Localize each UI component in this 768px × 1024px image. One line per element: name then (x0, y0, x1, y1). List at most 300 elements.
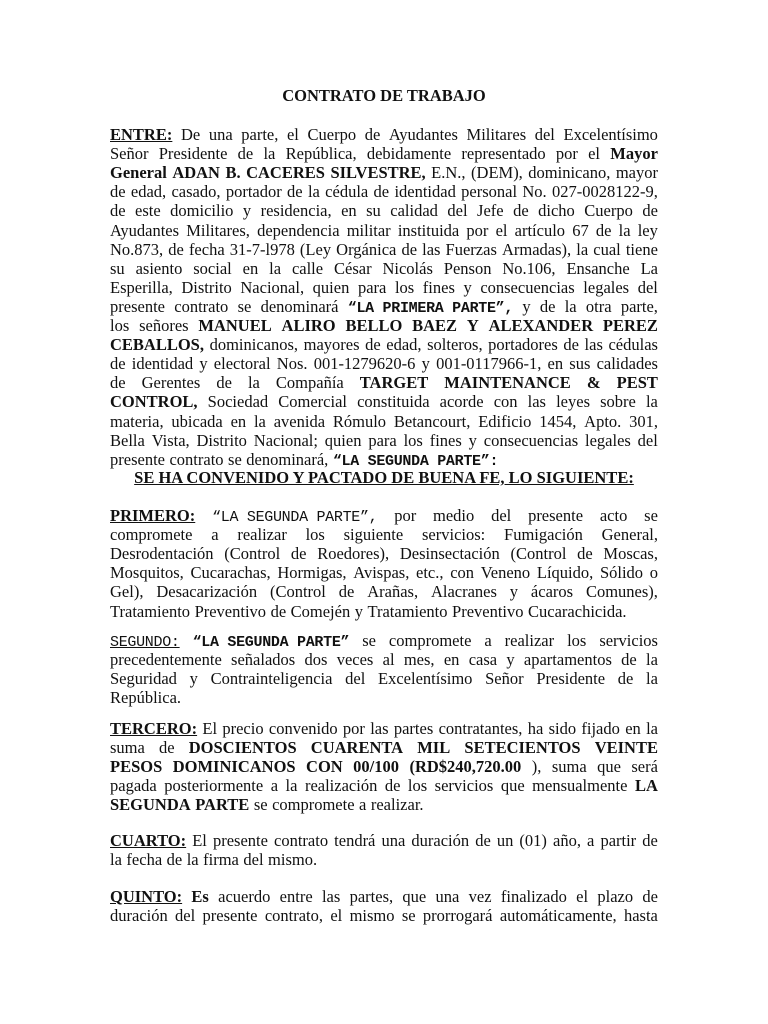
word: Arañas, (367, 582, 419, 602)
word: hasta (623, 906, 658, 926)
word: Líquido, (536, 563, 594, 583)
word: ALEXANDER (488, 316, 594, 335)
word: Tratamiento (367, 601, 448, 621)
word: General (110, 163, 167, 183)
word: mayor (615, 163, 658, 183)
word: Comercial (278, 392, 347, 412)
word: los (403, 430, 423, 450)
word: “LA PRIMERA PARTE”, (347, 299, 514, 317)
word: ha (527, 719, 544, 738)
word: ley (637, 220, 658, 240)
word: “LA SEGUNDA PARTE”: (332, 452, 499, 470)
word: de (159, 738, 175, 758)
text-line (110, 392, 658, 411)
word: contratantes, (438, 719, 523, 738)
word: de (168, 239, 184, 259)
word: Moscas, (603, 544, 658, 564)
text-line (110, 297, 658, 316)
text-line (110, 582, 658, 601)
word: 301, (629, 411, 658, 431)
word: finalizado (500, 887, 567, 906)
text-line (110, 650, 658, 669)
word: quien (324, 430, 362, 450)
word: Betancourt, (393, 411, 471, 431)
word: consecuencias (483, 430, 579, 450)
word: Fumigación (504, 525, 583, 545)
word: electoral (213, 354, 271, 374)
word: Distrito (196, 430, 247, 450)
word: Penson (443, 258, 492, 278)
word: Presidente (536, 669, 606, 689)
word: Jefe (477, 201, 504, 221)
word: Alacranes (430, 582, 497, 602)
word: y (189, 669, 198, 689)
word: en (625, 719, 641, 738)
word: Preventivo (452, 601, 524, 621)
word: Militares, (186, 220, 250, 240)
word: de (577, 544, 593, 564)
word: realización (304, 776, 378, 796)
word: (01) (519, 831, 547, 850)
word: de (475, 831, 491, 850)
word: los (305, 525, 325, 545)
text-line (110, 602, 658, 621)
word: a (211, 525, 219, 545)
word: la (247, 373, 260, 393)
word: César (334, 258, 372, 278)
word: dominicano, (528, 163, 611, 183)
word: social (193, 258, 232, 278)
word: se (253, 795, 268, 815)
word: artículo (514, 220, 566, 240)
word: otra (585, 296, 612, 316)
word: la (576, 239, 589, 259)
word: BAEZ (412, 316, 458, 335)
text-line (110, 506, 658, 525)
word: veces (336, 650, 374, 670)
word: entre (279, 887, 313, 906)
text-line (110, 850, 658, 869)
word: y (354, 601, 363, 621)
word: Cucarachicida. (528, 601, 627, 621)
word: los (567, 631, 587, 650)
word: (DEM), (471, 163, 523, 183)
word: dependencia (257, 220, 340, 240)
word: contrato (174, 296, 229, 316)
section-heading: SE HA CONVENIDO Y PACTADO DE BUENA FE, LO SIGUIENTE: (134, 468, 634, 487)
word: una (208, 125, 233, 144)
word: una (435, 887, 460, 906)
word: plazo (597, 887, 634, 906)
word: Bella (110, 430, 145, 450)
word: denominará (260, 296, 339, 316)
word: ALIRO (281, 316, 336, 335)
word: partes (393, 719, 434, 738)
word: pagada (110, 776, 157, 796)
text-line (110, 316, 658, 335)
word: Mayor (610, 144, 658, 164)
word: los (110, 316, 130, 335)
word: la (618, 220, 631, 240)
word: mensualmente (532, 776, 628, 796)
text-line (110, 201, 658, 220)
word: contrato (169, 449, 224, 469)
word: las (422, 239, 441, 259)
word: parte, (241, 125, 279, 144)
clause-label: TERCERO: (110, 719, 198, 738)
word: TARGET (359, 373, 429, 393)
word: 001-1279620-6 (313, 354, 416, 374)
word: el (330, 906, 343, 926)
word: Mosquitos, (110, 563, 184, 583)
word: que (500, 776, 525, 796)
word: SILVESTRE, (330, 163, 426, 183)
word: identidad (394, 182, 456, 202)
word: tiene (625, 239, 658, 259)
word: servicios: (422, 525, 486, 545)
word: Comején (290, 601, 351, 621)
word: dos (304, 650, 328, 670)
word: compromete (110, 525, 193, 545)
word: Seguridad (110, 669, 177, 689)
word: cédulas (608, 335, 658, 355)
word: Veneno (480, 563, 531, 583)
word: 31-7-l978 (229, 239, 295, 259)
word: (Control (269, 582, 326, 602)
document-title: CONTRATO DE TRABAJO (282, 86, 486, 105)
word: CON (306, 757, 343, 777)
text-line (110, 125, 658, 144)
word: a (484, 631, 492, 650)
word: acto (599, 506, 628, 525)
word: Sociedad (207, 392, 269, 412)
word: de (642, 887, 658, 906)
word: se (644, 506, 658, 525)
text-line (110, 831, 658, 850)
word: partes, (349, 887, 394, 906)
word: fecha (126, 850, 163, 870)
word: Nacional; (253, 430, 318, 450)
text-line (110, 163, 658, 182)
word: realizar (504, 631, 555, 650)
word: el (286, 125, 299, 144)
word: “LA SEGUNDA PARTE”, (212, 509, 378, 526)
word: de (365, 335, 381, 355)
word: se (401, 906, 416, 926)
word: DOMINICANOS (172, 757, 296, 777)
word: sus (569, 354, 591, 374)
word: cual (593, 239, 621, 259)
word: en (547, 354, 564, 374)
text-line (110, 757, 658, 776)
word: cédula (325, 182, 369, 202)
word: y (199, 354, 208, 374)
word: Orgánica (336, 239, 397, 259)
word: Gerentes (141, 373, 201, 393)
word: dicho (538, 201, 575, 221)
word: denominará, (246, 449, 329, 469)
word: BELLO (345, 316, 403, 335)
word: de (110, 182, 126, 202)
word: legales (585, 430, 631, 450)
word: “LA SEGUNDA PARTE” (192, 634, 350, 651)
word: portador (225, 182, 282, 202)
word: compromete (272, 795, 355, 815)
word: fines (429, 430, 462, 450)
word: de (270, 601, 287, 621)
text-line (110, 354, 658, 373)
word: fijado (581, 719, 620, 738)
word: MIL (417, 738, 451, 758)
word: las (321, 887, 341, 906)
word: quien (312, 277, 350, 297)
word: mismo (349, 906, 395, 926)
word: de (539, 296, 556, 316)
word: de (110, 354, 126, 374)
word: de (401, 239, 418, 259)
word: (Control (224, 544, 281, 564)
word: calidad (390, 201, 438, 221)
word: ácaros (530, 582, 574, 602)
word: B. (225, 163, 241, 183)
word: este (135, 201, 161, 221)
word: PARTE (195, 795, 250, 815)
word: República. (110, 688, 182, 708)
word: personal (461, 182, 518, 202)
word: residencia, (260, 201, 332, 221)
text-line (110, 373, 658, 392)
word: realizar. (370, 795, 424, 815)
word: precedentemente (110, 650, 222, 670)
word: y (522, 296, 531, 316)
word: la (110, 850, 122, 870)
text-line (110, 144, 658, 163)
word: Distrito (181, 277, 232, 297)
word: Apto. (584, 411, 622, 431)
word: LA (634, 776, 658, 796)
word: la (646, 650, 658, 670)
text-line (110, 450, 658, 469)
text-line (110, 669, 658, 688)
word: por (342, 719, 365, 738)
word: del (637, 277, 658, 297)
word: 027-0028122-9, (551, 182, 658, 202)
word: señalados (231, 650, 296, 670)
word: Excelentísimo (563, 125, 658, 144)
word: de (237, 144, 254, 164)
word: portadores (488, 335, 558, 355)
text-line (110, 431, 658, 450)
word: firma (203, 850, 239, 870)
word: presente (110, 296, 165, 316)
word: 67 (572, 220, 589, 240)
word: automáticamente, (499, 906, 617, 926)
word: domicilio (170, 201, 234, 221)
word: la (307, 182, 320, 202)
word: con (493, 392, 518, 412)
word: partir (600, 831, 637, 850)
word: sido (548, 719, 577, 738)
word: asiento (135, 258, 183, 278)
word: La (640, 258, 658, 278)
word: se (362, 631, 376, 650)
text-line (110, 240, 658, 259)
word: mismo. (268, 850, 318, 870)
word: Cuerpo (584, 201, 633, 221)
word: los (407, 776, 428, 796)
word: suma (551, 757, 587, 777)
word: las (370, 719, 389, 738)
word: Cucarachas, (190, 563, 271, 583)
text-line (110, 738, 658, 757)
word: de (384, 776, 401, 796)
word: República, (285, 144, 357, 164)
word: El (202, 719, 218, 738)
word: Rómulo (332, 411, 387, 431)
word: No.106, (502, 258, 556, 278)
word: de (642, 201, 658, 221)
word: las (527, 392, 546, 412)
text-line (110, 776, 658, 795)
text-line (110, 631, 658, 650)
word: de (110, 373, 126, 393)
word: PEREZ (602, 316, 658, 335)
word: MANUEL (198, 316, 272, 335)
word: Fuerzas (445, 239, 497, 259)
word: y (509, 582, 519, 602)
word: Nos. (276, 354, 308, 374)
word: militar (346, 220, 391, 240)
word: se (237, 296, 252, 316)
word: y (506, 650, 515, 670)
word: los (394, 277, 415, 297)
word: vez (468, 887, 492, 906)
word: Desacarización (156, 582, 258, 602)
word: tendrá (334, 831, 376, 850)
word: General, (601, 525, 658, 545)
word: Nicolás (382, 258, 433, 278)
word: PESOS (110, 757, 163, 777)
word: la (564, 296, 577, 316)
word: Señor (485, 669, 524, 689)
word: Roedores), (317, 544, 390, 564)
word: de (166, 850, 183, 870)
word: Desrodentación (110, 544, 214, 564)
text-line (110, 688, 658, 707)
word: la (645, 392, 658, 412)
word: la (646, 669, 658, 689)
word: de (373, 182, 390, 202)
word: constituida (357, 392, 430, 412)
word: calidades (596, 354, 658, 374)
word: del (175, 906, 196, 926)
word: instituida (397, 220, 460, 240)
word: para (368, 430, 397, 450)
text-line (110, 544, 658, 563)
word: del (491, 506, 512, 525)
word: El (192, 831, 207, 850)
word: Armadas), (501, 239, 572, 259)
word: la (263, 144, 276, 164)
word: del (447, 201, 468, 221)
word: CACERES (246, 163, 325, 183)
word: VEINTE (594, 738, 658, 758)
word: de (595, 220, 612, 240)
word: Gel), (110, 582, 144, 602)
word: que (402, 887, 427, 906)
word: presente (202, 906, 258, 926)
word: Avispas, (353, 563, 410, 583)
word: a (359, 795, 367, 815)
word: realizar (237, 525, 287, 545)
word: suma (110, 738, 145, 758)
word: 00/100 (353, 757, 399, 777)
word: CUARENTA (310, 738, 404, 758)
word: identidad (131, 354, 194, 374)
word: la (253, 411, 266, 431)
word: Sólido (599, 563, 644, 583)
word: Ayudantes (388, 125, 458, 144)
text-line (110, 906, 658, 925)
text-line (110, 719, 658, 738)
clause-label: ENTRE: (110, 125, 173, 144)
word: contrato (274, 831, 329, 850)
word: a (587, 831, 595, 850)
word: No.873, (110, 239, 164, 259)
word: de (364, 125, 381, 144)
word: materia, (110, 411, 164, 431)
word: por (394, 506, 417, 525)
word: calle (291, 258, 324, 278)
word: fines (422, 277, 455, 297)
word: en (443, 650, 460, 670)
word: Vista, (151, 430, 190, 450)
word: del (243, 850, 264, 870)
word: & (586, 373, 601, 393)
word: la (285, 776, 298, 796)
word: legales (583, 277, 630, 297)
word: posteriormente (164, 776, 264, 796)
word: CONTROL, (110, 392, 198, 412)
word: fecha (188, 239, 225, 259)
word: las (584, 335, 603, 355)
word: y (463, 277, 472, 297)
word: Es (191, 887, 209, 906)
word: Contrainteligencia (210, 669, 333, 689)
word: de (617, 669, 634, 689)
word: ADAN (172, 163, 220, 183)
word: de (338, 582, 355, 602)
text-line (110, 887, 658, 906)
word: presente (528, 506, 584, 525)
word: mayores (303, 335, 360, 355)
word: casa (468, 650, 498, 670)
word: de (513, 201, 529, 221)
word: MAINTENANCE (444, 373, 571, 393)
word: presente (110, 449, 165, 469)
clause-label: SEGUNDO: (110, 634, 180, 651)
word: DOSCIENTOS (188, 738, 297, 758)
word: apartamentos (523, 650, 612, 670)
word: la (646, 719, 658, 738)
word: será (631, 757, 658, 777)
word: dominicanos, (209, 335, 299, 355)
word: Militares (466, 125, 527, 144)
word: (Ley (299, 239, 332, 259)
word: (Control (510, 544, 567, 564)
word: prorrogará (422, 906, 493, 926)
word: leyes (556, 392, 590, 412)
